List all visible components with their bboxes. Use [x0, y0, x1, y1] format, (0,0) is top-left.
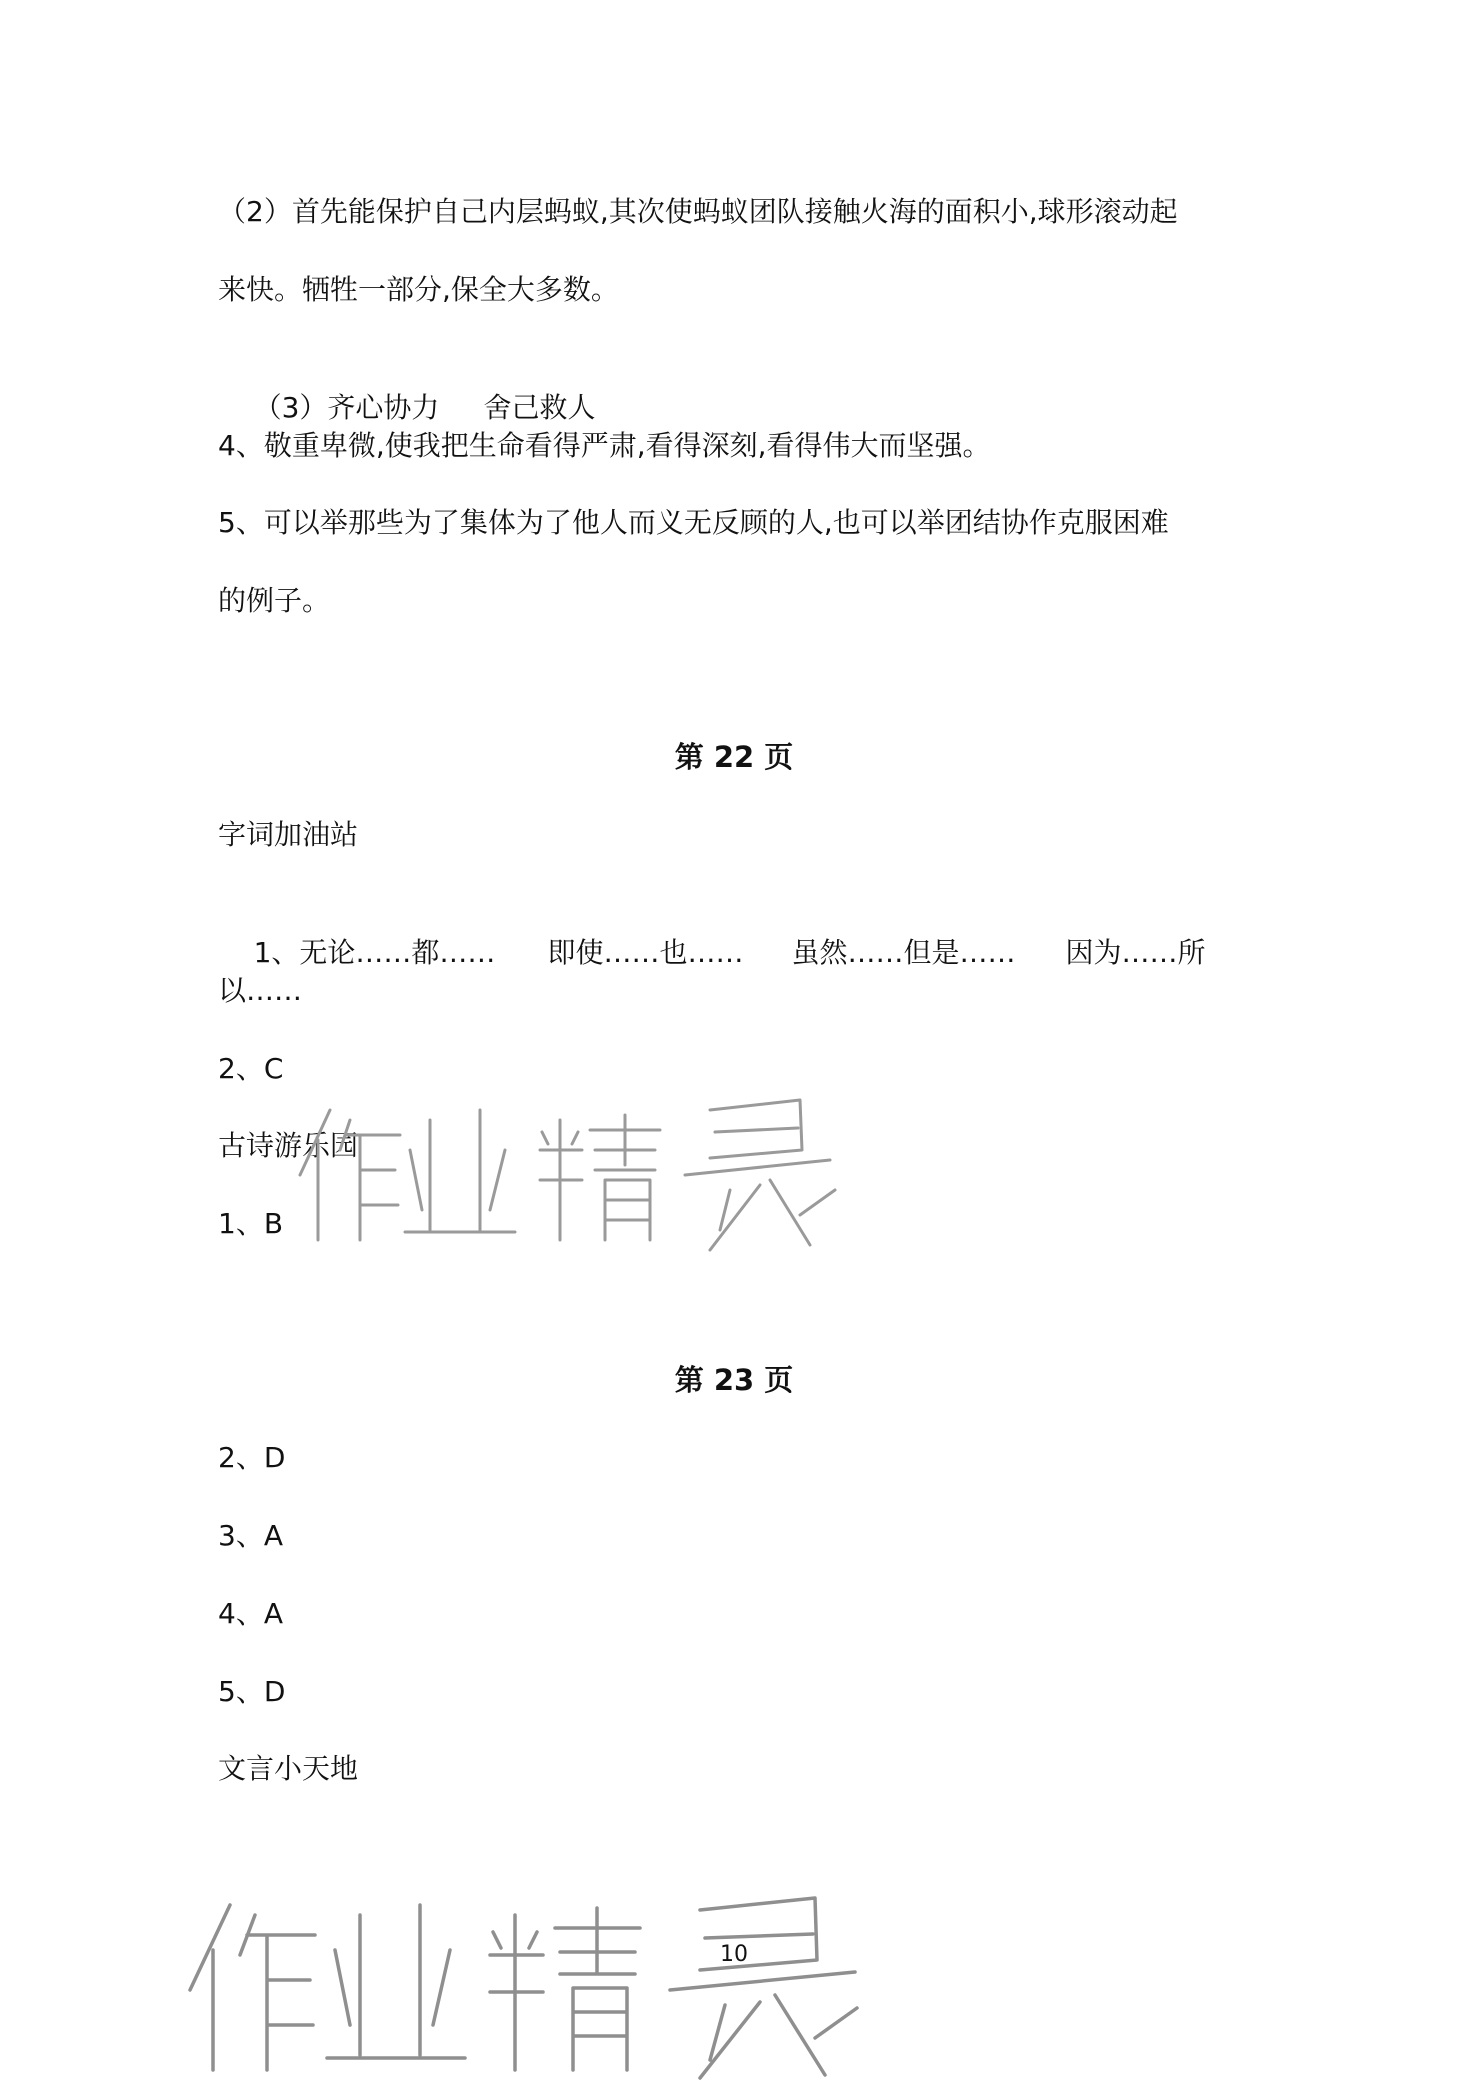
watermark-logo-middle [290, 1080, 850, 1260]
section-gushi: 古诗游乐园 [218, 1129, 359, 1162]
answer-line-4: 4、敬重卑微,使我把生命看得严肃,看得深刻,看得伟大而坚强。 [218, 429, 991, 462]
page-22-heading: 第 22 页 [674, 740, 794, 774]
answer-22-2: 2、C [218, 1052, 284, 1085]
answer-22-1 [218, 893, 1205, 1013]
answer-line-2: （2）首先能保护自己内层蚂蚁,其次使蚂蚁团队接触火海的面积小,球形滚动起 [218, 195, 1178, 228]
answer-23-2: 2、D [218, 1441, 286, 1474]
answer-22-1-d: 因为……所 [1065, 936, 1206, 969]
answer-22-1-b: 即使……也…… [547, 936, 744, 969]
answer-22-gushi-1: 1、B [218, 1207, 284, 1240]
answer-line-5-cont: 的例子。 [218, 584, 331, 617]
answer-22-1-a: 1、无论……都…… [253, 936, 496, 969]
answer-22-1-cont: 以…… [218, 974, 303, 1007]
answer-23-4: 4、A [218, 1597, 283, 1630]
section-zici: 字词加油站 [218, 818, 359, 851]
section-wenyan: 文言小天地 [218, 1752, 359, 1785]
answer-line-2-cont: 来快。牺牲一部分,保全大多数。 [218, 273, 619, 306]
page-number: 10 [720, 1942, 748, 1967]
answer-23-3: 3、A [218, 1519, 283, 1552]
answer-23-5: 5、D [218, 1675, 286, 1708]
page-23-heading: 第 23 页 [674, 1363, 794, 1397]
answer-line-5: 5、可以举那些为了集体为了他人而义无反顾的人,也可以举团结协作克服困难 [218, 506, 1169, 539]
watermark-logo-bottom [175, 1880, 865, 2080]
answer-3-part-b: 舍己救人 [483, 391, 596, 424]
answer-3-part-a: （3）齐心协力 [253, 391, 440, 424]
answer-22-1-c: 虽然……但是…… [791, 936, 1016, 969]
